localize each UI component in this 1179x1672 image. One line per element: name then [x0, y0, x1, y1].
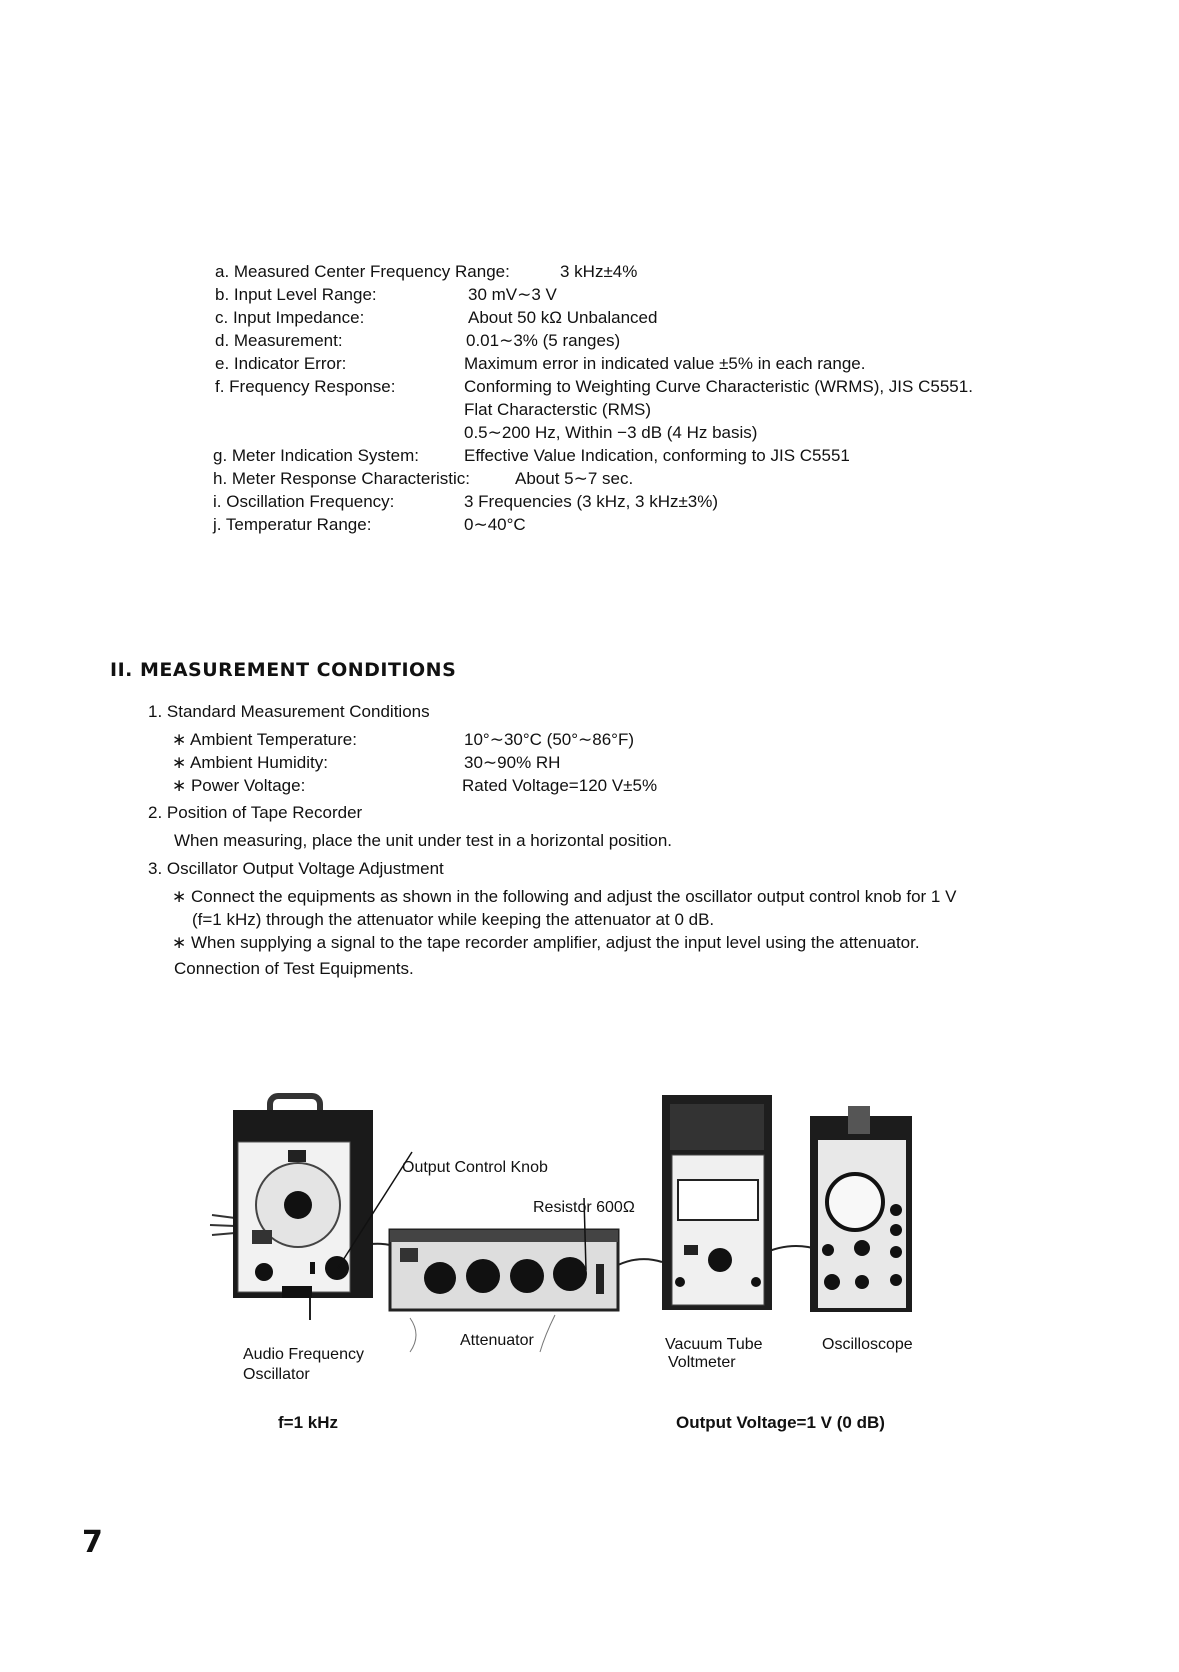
bullet-humidity-key: ∗ Ambient Humidity:	[172, 753, 328, 772]
spec-key-j: j. Temperatur Range:	[213, 515, 372, 534]
spec-key-c: c. Input Impedance:	[215, 308, 365, 327]
output-voltage-caption: Output Voltage=1 V (0 dB)	[676, 1413, 885, 1432]
spec-value-d: 0.01∼3% (5 ranges)	[466, 331, 621, 350]
spec-value-f: Conforming to Weighting Curve Characteristic (WRMS), JIS C5551.	[464, 377, 973, 396]
item-2-text: When measuring, place the unit under test in a horizontal position.	[174, 831, 673, 850]
bullet-humidity-value: 30∼90% RH	[464, 753, 561, 772]
label-oscilloscope: Oscilloscope	[822, 1336, 913, 1353]
spec-key-f: f. Frequency Response:	[215, 377, 396, 396]
label-audio-oscillator-1: Audio Frequency	[243, 1346, 364, 1363]
label-output-control-knob: Output Control Knob	[402, 1159, 548, 1176]
label-attenuator: Attenuator	[460, 1332, 534, 1349]
freq-caption: f=1 kHz	[278, 1413, 338, 1432]
spec-value-a: 3 kHz±4%	[560, 262, 638, 281]
spec-value-f3: 0.5∼200 Hz, Within −3 dB (4 Hz basis)	[464, 423, 758, 442]
connection-caption: Connection of Test Equipments.	[174, 959, 414, 978]
item-2: 2. Position of Tape Recorder	[148, 803, 363, 822]
bullet-connect-line1: ∗ Connect the equipments as shown in the following and adjust the oscillator output control knob for 1 V	[172, 887, 957, 906]
item-3: 3. Oscillator Output Voltage Adjustment	[148, 859, 444, 878]
bullet-temp-value: 10°∼30°C (50°∼86°F)	[464, 730, 635, 749]
spec-key-d: d. Measurement:	[215, 331, 343, 350]
spec-key-b: b. Input Level Range:	[215, 285, 377, 304]
spec-value-j: 0∼40°C	[464, 515, 526, 534]
item-1: 1. Standard Measurement Conditions	[148, 702, 430, 721]
spec-key-h: h. Meter Response Characteristic:	[213, 469, 470, 488]
bullet-temp-key: ∗ Ambient Temperature:	[172, 730, 357, 749]
vtvm-device	[662, 1095, 772, 1310]
bullet-connect-line2: (f=1 kHz) through the attenuator while keeping the attenuator at 0 dB.	[192, 910, 715, 929]
spec-value-i: 3 Frequencies (3 kHz, 3 kHz±3%)	[464, 492, 719, 511]
spec-key-i: i. Oscillation Frequency:	[213, 492, 395, 511]
label-vtvm-1: Vacuum Tube	[665, 1336, 763, 1353]
spec-key-a: a. Measured Center Frequency Range:	[215, 262, 510, 281]
spec-value-f2: Flat Characterstic (RMS)	[464, 400, 652, 419]
audio-oscillator-device	[233, 1096, 373, 1298]
bullet-power-key: ∗ Power Voltage:	[172, 776, 306, 795]
attenuator-device	[390, 1230, 618, 1310]
bullet-supplying: ∗ When supplying a signal to the tape recorder amplifier, adjust the input level using the attenuator.	[172, 933, 920, 952]
label-vtvm-2: Voltmeter	[668, 1354, 736, 1371]
spec-value-c: About 50 kΩ Unbalanced	[468, 308, 658, 327]
spec-key-g: g. Meter Indication System:	[213, 446, 419, 465]
spec-value-g: Effective Value Indication, conforming to JIS C5551	[464, 446, 850, 465]
section-heading: II. MEASUREMENT CONDITIONS	[110, 659, 457, 681]
spec-value-b: 30 mV∼3 V	[468, 285, 557, 304]
label-audio-oscillator-2: Oscillator	[243, 1366, 310, 1383]
spec-value-e: Maximum error in indicated value ±5% in each range.	[464, 354, 866, 373]
oscilloscope-device	[810, 1106, 912, 1312]
label-resistor: Resistor 600Ω	[533, 1199, 635, 1216]
spec-value-h: About 5∼7 sec.	[515, 469, 634, 488]
bullet-power-value: Rated Voltage=120 V±5%	[462, 776, 658, 795]
spec-key-e: e. Indicator Error:	[215, 354, 347, 373]
page-number: 7	[82, 1525, 103, 1560]
